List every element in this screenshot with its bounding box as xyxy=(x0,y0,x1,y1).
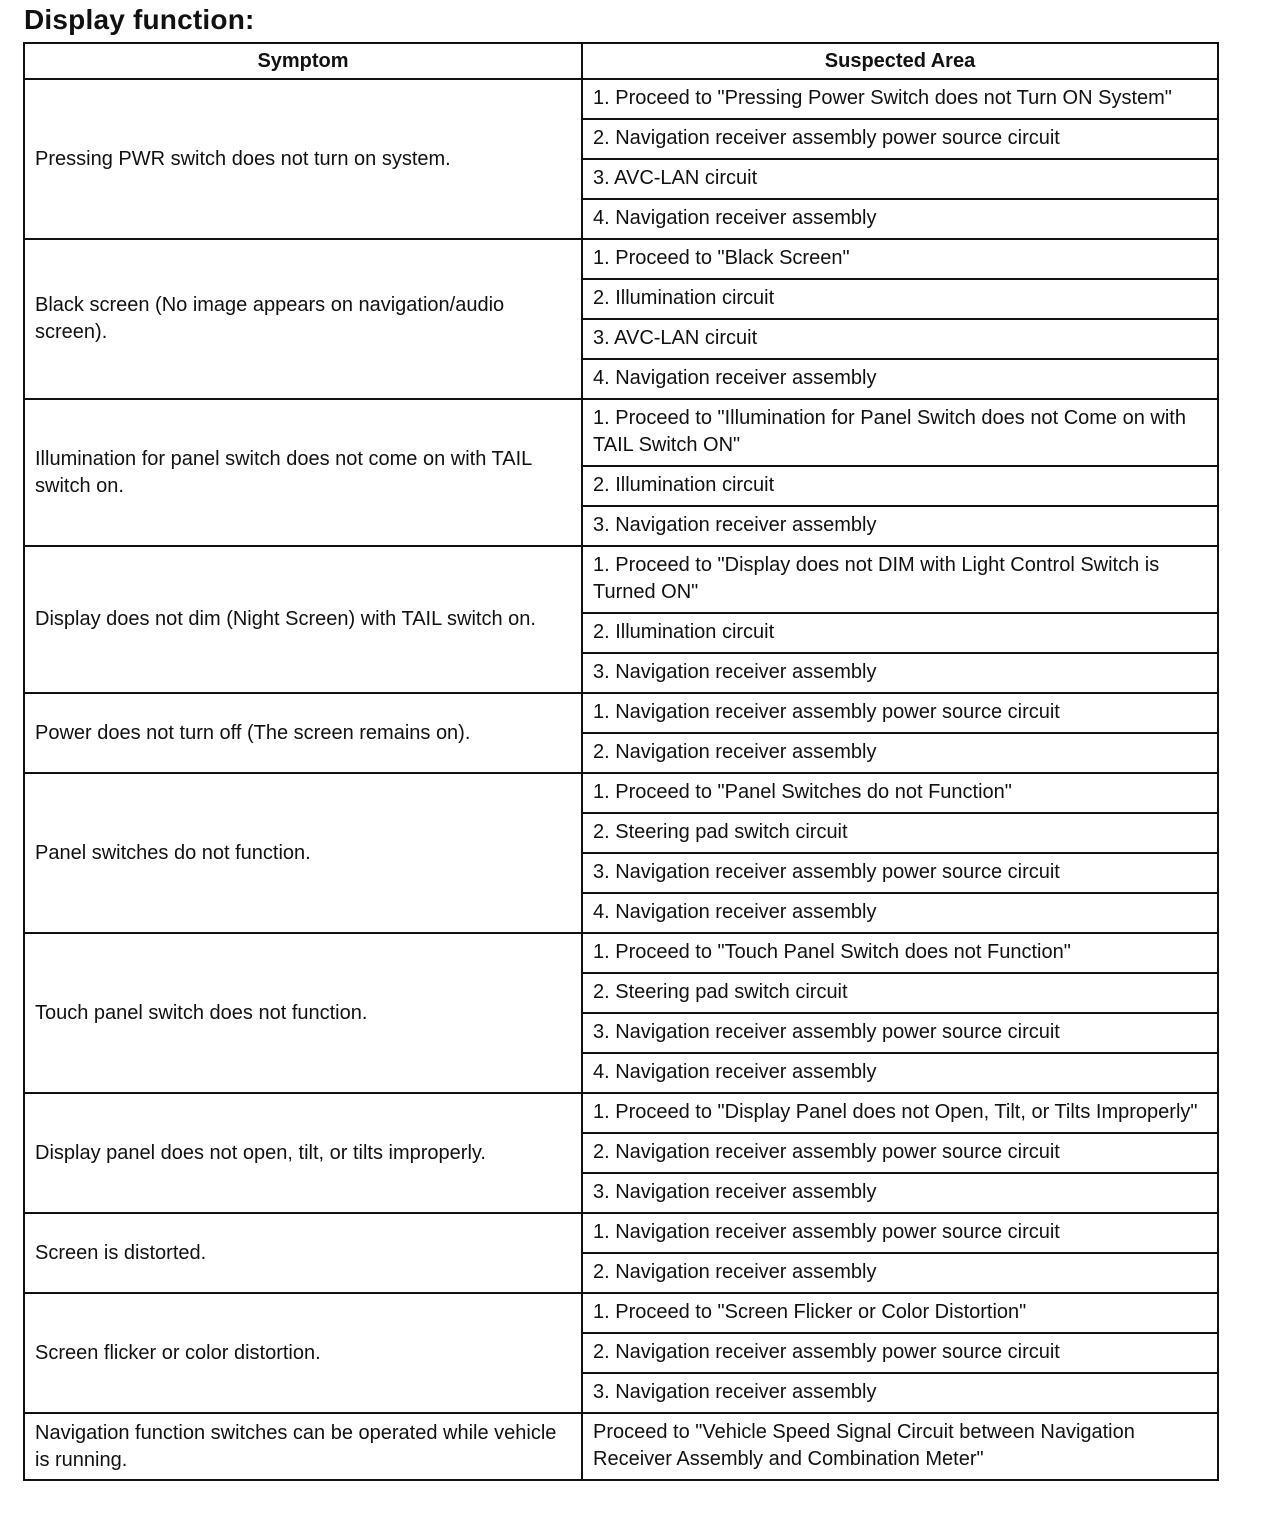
suspected-area-cell: 2. Steering pad switch circuit xyxy=(582,813,1218,853)
symptom-cell: Screen flicker or color distortion. xyxy=(24,1293,582,1413)
suspected-area-cell: 2. Illumination circuit xyxy=(582,279,1218,319)
symptom-cell: Power does not turn off (The screen remains on). xyxy=(24,693,582,773)
symptom-cell: Display panel does not open, tilt, or tilts improperly. xyxy=(24,1093,582,1213)
suspected-area-cell: 4. Navigation receiver assembly xyxy=(582,199,1218,239)
suspected-area-cell: 1. Proceed to "Display does not DIM with Light Control Switch is Turned ON" xyxy=(582,546,1218,613)
suspected-area-cell: 1. Proceed to "Pressing Power Switch does not Turn ON System" xyxy=(582,79,1218,119)
table-row xyxy=(24,1213,1218,1253)
suspected-area-cell: 3. AVC-LAN circuit xyxy=(582,159,1218,199)
suspected-area-cell: 1. Navigation receiver assembly power source circuit xyxy=(582,1213,1218,1253)
symptom-cell: Touch panel switch does not function. xyxy=(24,933,582,1093)
suspected-area-cell: 1. Proceed to "Illumination for Panel Switch does not Come on with TAIL Switch ON" xyxy=(582,399,1218,466)
suspected-area-cell: Proceed to "Vehicle Speed Signal Circuit between Navigation Receiver Assembly and Combination Meter" xyxy=(582,1413,1218,1480)
table-row xyxy=(24,1093,1218,1133)
suspected-area-cell: 3. Navigation receiver assembly xyxy=(582,1373,1218,1413)
suspected-area-cell: 2. Illumination circuit xyxy=(582,613,1218,653)
symptom-cell: Illumination for panel switch does not come on with TAIL switch on. xyxy=(24,399,582,546)
table-row xyxy=(24,399,1218,466)
table-row xyxy=(24,79,1218,119)
suspected-area-cell: 3. Navigation receiver assembly xyxy=(582,1173,1218,1213)
symptom-table xyxy=(23,42,1219,1481)
table-row xyxy=(24,693,1218,733)
suspected-area-cell: 2. Navigation receiver assembly xyxy=(582,733,1218,773)
table-row xyxy=(24,1413,1218,1480)
suspected-area-cell: 2. Navigation receiver assembly power source circuit xyxy=(582,1133,1218,1173)
page-title: Display function: xyxy=(24,4,255,35)
symptom-header: Symptom xyxy=(24,43,582,79)
header-row xyxy=(24,43,1218,79)
suspected-area-cell: 3. Navigation receiver assembly power source circuit xyxy=(582,1013,1218,1053)
symptom-cell: Navigation function switches can be operated while vehicle is running. xyxy=(24,1413,582,1480)
table-row xyxy=(24,1293,1218,1333)
suspected-area-cell: 4. Navigation receiver assembly xyxy=(582,359,1218,399)
table-body xyxy=(24,79,1218,1480)
suspected-area-cell: 1. Proceed to "Display Panel does not Open, Tilt, or Tilts Improperly" xyxy=(582,1093,1218,1133)
suspected-area-cell: 3. AVC-LAN circuit xyxy=(582,319,1218,359)
table-row xyxy=(24,546,1218,613)
suspected-area-cell: 1. Proceed to "Touch Panel Switch does not Function" xyxy=(582,933,1218,973)
symptom-cell: Panel switches do not function. xyxy=(24,773,582,933)
suspected-area-cell: 2. Illumination circuit xyxy=(582,466,1218,506)
suspected-area-header: Suspected Area xyxy=(582,43,1218,79)
suspected-area-cell: 1. Proceed to "Screen Flicker or Color Distortion" xyxy=(582,1293,1218,1333)
suspected-area-cell: 4. Navigation receiver assembly xyxy=(582,1053,1218,1093)
suspected-area-cell: 2. Navigation receiver assembly power source circuit xyxy=(582,119,1218,159)
symptom-cell: Display does not dim (Night Screen) with TAIL switch on. xyxy=(24,546,582,693)
suspected-area-cell: 2. Navigation receiver assembly power source circuit xyxy=(582,1333,1218,1373)
suspected-area-cell: 1. Navigation receiver assembly power source circuit xyxy=(582,693,1218,733)
suspected-area-cell: 1. Proceed to "Panel Switches do not Function" xyxy=(582,773,1218,813)
symptom-cell: Black screen (No image appears on navigation/audio screen). xyxy=(24,239,582,399)
suspected-area-cell: 2. Navigation receiver assembly xyxy=(582,1253,1218,1293)
suspected-area-cell: 3. Navigation receiver assembly xyxy=(582,506,1218,546)
table-row xyxy=(24,933,1218,973)
symptom-cell: Pressing PWR switch does not turn on system. xyxy=(24,79,582,239)
suspected-area-cell: 1. Proceed to "Black Screen" xyxy=(582,239,1218,279)
symptom-cell: Screen is distorted. xyxy=(24,1213,582,1293)
table-row xyxy=(24,239,1218,279)
suspected-area-cell: 3. Navigation receiver assembly power source circuit xyxy=(582,853,1218,893)
suspected-area-cell: 2. Steering pad switch circuit xyxy=(582,973,1218,1013)
suspected-area-cell: 4. Navigation receiver assembly xyxy=(582,893,1218,933)
suspected-area-cell: 3. Navigation receiver assembly xyxy=(582,653,1218,693)
table-row xyxy=(24,773,1218,813)
